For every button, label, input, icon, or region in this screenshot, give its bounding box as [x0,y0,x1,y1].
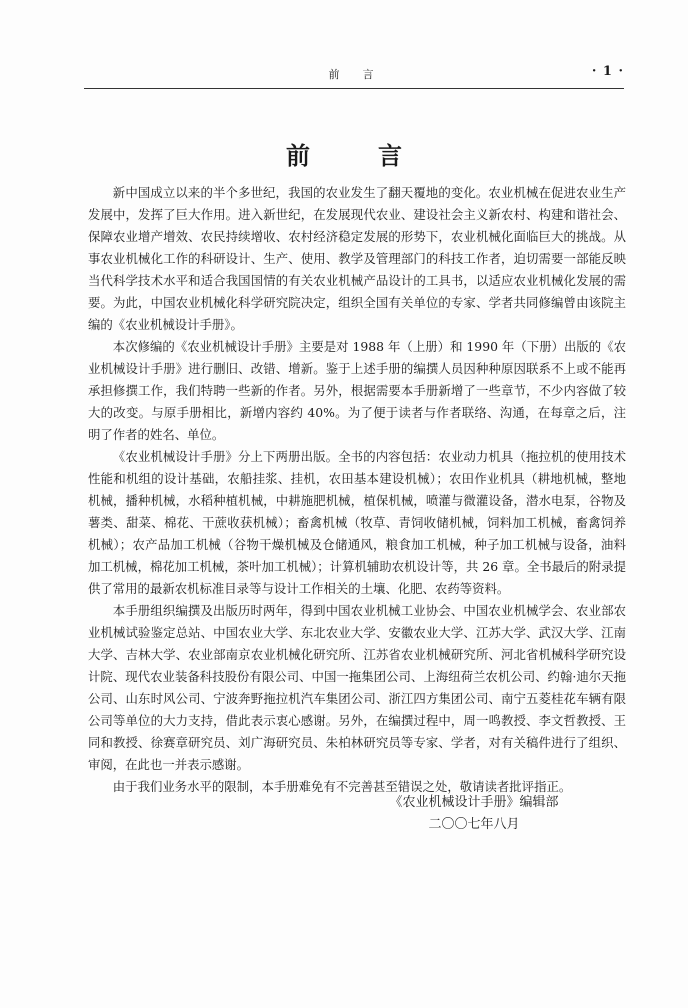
paragraph-closing: 由于我们业务水平的限制，本手册难免有不完善甚至错误之处，敬请读者批评指正。 [112,779,572,794]
running-header [84,66,624,86]
body-text [88,182,626,798]
paragraph-acknowledgements: 本手册组织编撰及出版历时两年，得到中国农业机械工业协会、中国农业机械学会、农业部农业机械试验鉴定总站、中国农业大学、东北农业大学、安徽农业大学、江苏大学、武汉大学、江南大学、吉林大学、农业部南京农业机械化研究所、江苏省农业机械研究所、河北省机械科学研究设计院、现代农业装备科技股份有限公司、中国一拖集团公司、上海纽荷兰农机公司、约翰·迪尔天拖公司、山东时风公司、宁波奔野拖拉机汽车集团公司、浙江四方集团公司、南宁五菱桂花车辆有限公司等单位的大力支持，借此表示衷心感谢。另外，在编撰过程中，周一鸣教授、李文哲教授、王同和教授、徐赛章研究员、刘广海研究员、朱柏林研究员等专家、学者，对有关稿件进行了组织、审阅，在此也一并表示感谢。 [88,603,626,772]
paragraph-intro: 新中国成立以来的半个多世纪，我国的农业发生了翻天覆地的变化。农业机械在促进农业生产发展中，发挥了巨大作用。进入新世纪，在发展现代农业、建设社会主义新农村、构建和谐社会、保障农业增产增效、农民持续增收、农村经济稳定发展的形势下，农业机械化面临巨大的挑战。从事农业机械化工作的科研设计、生产、使用、教学及管理部门的科技工作者，迫切需要一部能反映当代科学技术水平和适合我国国情的有关农业机械产品设计的工具书，以适应农业机械化发展的需要。为此，中国农业机械化科学研究院决定，组织全国有关单位的专家、学者共同修编曾由该院主编的《农业机械设计手册》。 [88,185,626,332]
paragraph-contents: 《农业机械设计手册》分上下两册出版。全书的内容包括：农业动力机具（拖拉机的使用技术性能和机组的设计基础，农船挂浆、挂机，农田基本建设机械）；农田作业机具（耕地机械，整地机械，播种机械，水稻种植机械，中耕施肥机械，植保机械，喷灌与微灌设备，潜水电泵，谷物及薯类、甜菜、棉花、干蔗收获机械）；畜禽机械（牧草、青饲收储机械，饲料加工机械，畜禽饲养机械）；农产品加工机械（谷物干燥机械及仓储通风，粮食加工机械，种子加工机械与设备，油料加工机械，棉花加工机械，茶叶加工机械）；计算机辅助农机设计等，共 26 章。全书最后的附录提供了常用的最新农机标准目录等与设计工作相关的土壤、化肥、农药等资料。 [88,449,626,596]
running-title: 前 言 [328,68,380,81]
signature-date: 二〇〇七年八月 [428,817,520,832]
paragraph-revision: 本次修编的《农业机械设计手册》主要是对 1988 年（上册）和 1990 年（下册）出版的《农业机械设计手册》进行删旧、改错、增新。鉴于上述手册的编撰人员因种种原因联系不上或不能再承担修撰工作，我们特聘一些新的作者。另外，根据需要本手册新增了一些章节，不少内容做了较大的改变。与原手册相比，新增内容约 40%。为了便于读者与作者联络、沟通，在每章之后，注明了作者的姓名、单位。 [88,339,626,442]
signature-block [364,792,584,836]
page-number: · 1 · [591,64,624,79]
chapter-title: 前 言 [286,141,424,170]
header-rule [84,88,624,89]
signature-editorial: 《农业机械设计手册》编辑部 [389,795,559,810]
